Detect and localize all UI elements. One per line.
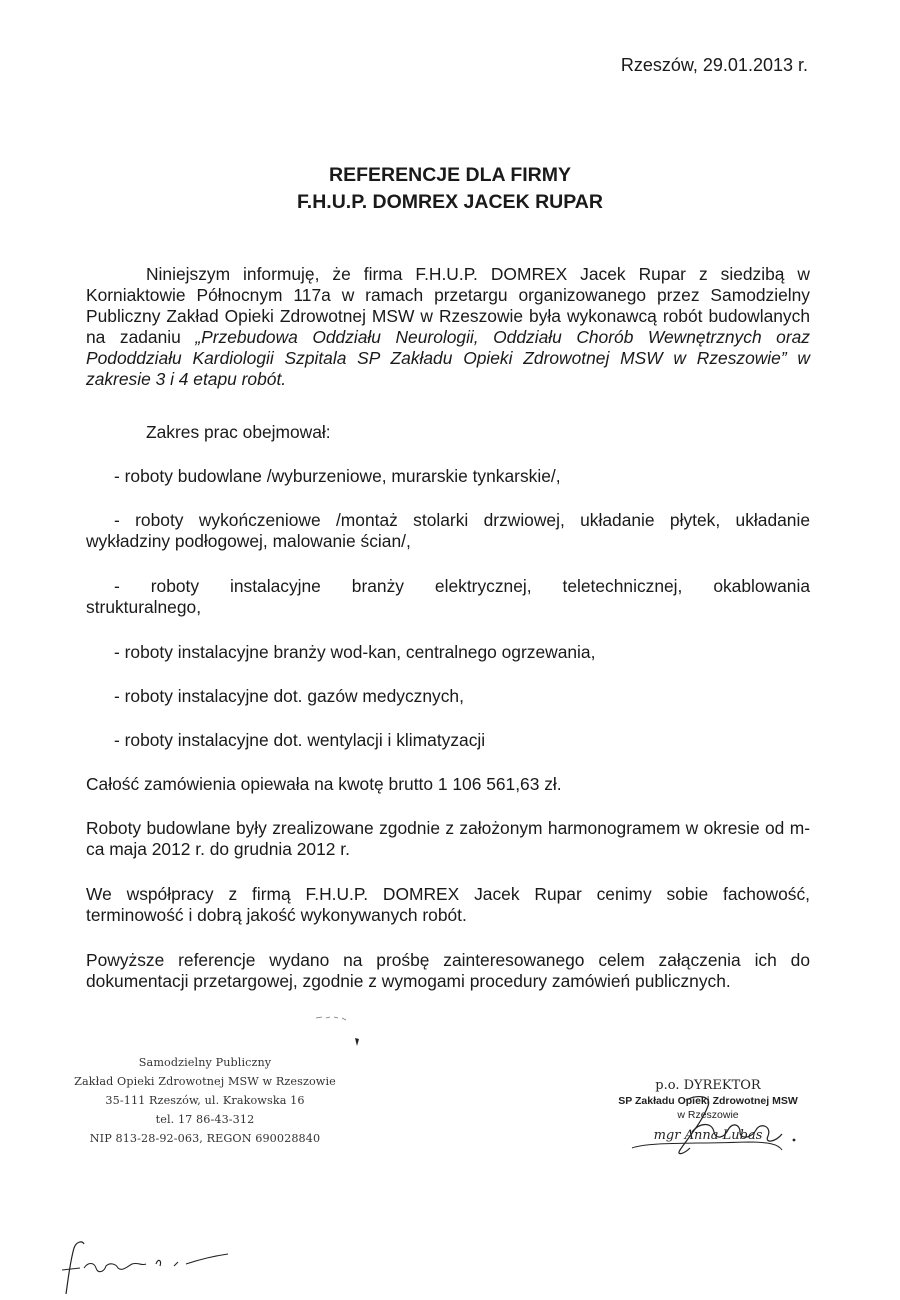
stamp-line-1: Samodzielny Publiczny (138, 1056, 272, 1069)
scope-item-2: - roboty wykończeniowe /montaż stolarki drzwiowej, układanie płytek, układanie wykładziny podłogowej, malowanie ścian/, (86, 510, 810, 551)
signatory-name: mgr Anna Lubas (653, 1128, 763, 1143)
document-title (0, 162, 900, 216)
scope-item-6: - roboty instalacyjne dot. wentylacji i klimatyzacji (114, 730, 486, 750)
title-line-2: F.H.U.P. DOMREX JACEK RUPAR (297, 191, 603, 213)
intro-italic-text: „Przebudowa Oddziału Neurologii, Oddziału Chorób Wewnętrznych oraz Pododdziału Kardiologii Szpitala SP Zakładu Opieki Zdrowotnej MSW w Rzeszowie” w zakresie 3 i 4 etapu robót. (86, 327, 810, 389)
total-amount-paragraph: Całość zamówienia opiewała na kwotę brutto 1 106 561,63 zł. (86, 774, 562, 794)
intro-plain-text: Niniejszym informuję, że firma F.H.U.P. DOMREX Jacek Rupar z siedzibą w Korniaktowie Północnym 117a w ramach przetargu organizowanego przez Samodzielny Publiczny Zakład Opieki Zdrowotnej MSW w Rzeszowie była wykonawcą robót budowlanych na zadaniu (86, 264, 810, 347)
stray-mark-icon (312, 1012, 362, 1052)
cooperation-paragraph: We współpracy z firmą F.H.U.P. DOMREX Jacek Rupar cenimy sobie fachowość, terminowość i dobrą jakość wykonywanych robót. (86, 884, 810, 925)
stamp-line-4: tel. 17 86-43-312 (155, 1113, 255, 1126)
signatory-organization: SP Zakładu Opieki Zdrowotnej MSW (618, 1095, 798, 1107)
director-signature-icon (628, 1092, 808, 1164)
title-line-1: REFERENCJE DLA FIRMY (329, 164, 571, 186)
intro-paragraph (86, 264, 810, 390)
scope-item-1: - roboty budowlane /wyburzeniowe, murarskie tynkarskie/, (114, 466, 561, 486)
scope-item-4: - roboty instalacyjne branży wod-kan, centralnego ogrzewania, (114, 642, 596, 662)
handwritten-initials-icon (58, 1236, 238, 1300)
document-date: Rzeszów, 29.01.2013 r. (620, 55, 808, 75)
scope-heading: Zakres prac obejmował: (146, 422, 331, 442)
stamp-line-2: Zakład Opieki Zdrowotnej MSW w Rzeszowie (74, 1075, 336, 1088)
signatory-place: w Rzeszowie (677, 1109, 739, 1121)
signatory-title: p.o. DYREKTOR (655, 1078, 761, 1093)
schedule-paragraph: Roboty budowlane były zrealizowane zgodnie z założonym harmonogramem w okresie od m-ca maja 2012 r. do grudnia 2012 r. (86, 818, 810, 859)
stamp-line-3: 35-111 Rzeszów, ul. Krakowska 16 (105, 1094, 305, 1107)
stamp-line-5: NIP 813-28-92-063, REGON 690028840 (89, 1132, 321, 1145)
scope-item-5: - roboty instalacyjne dot. gazów medycznych, (114, 686, 464, 706)
institution-stamp (70, 1053, 340, 1148)
scope-item-3: - roboty instalacyjne branży elektrycznej, teletechnicznej, okablowania strukturalnego, (86, 576, 810, 617)
purpose-paragraph: Powyższe referencje wydano na prośbę zainteresowanego celem załączenia ich do dokumentacji przetargowej, zgodnie z wymogami procedury zamówień publicznych. (86, 950, 810, 991)
